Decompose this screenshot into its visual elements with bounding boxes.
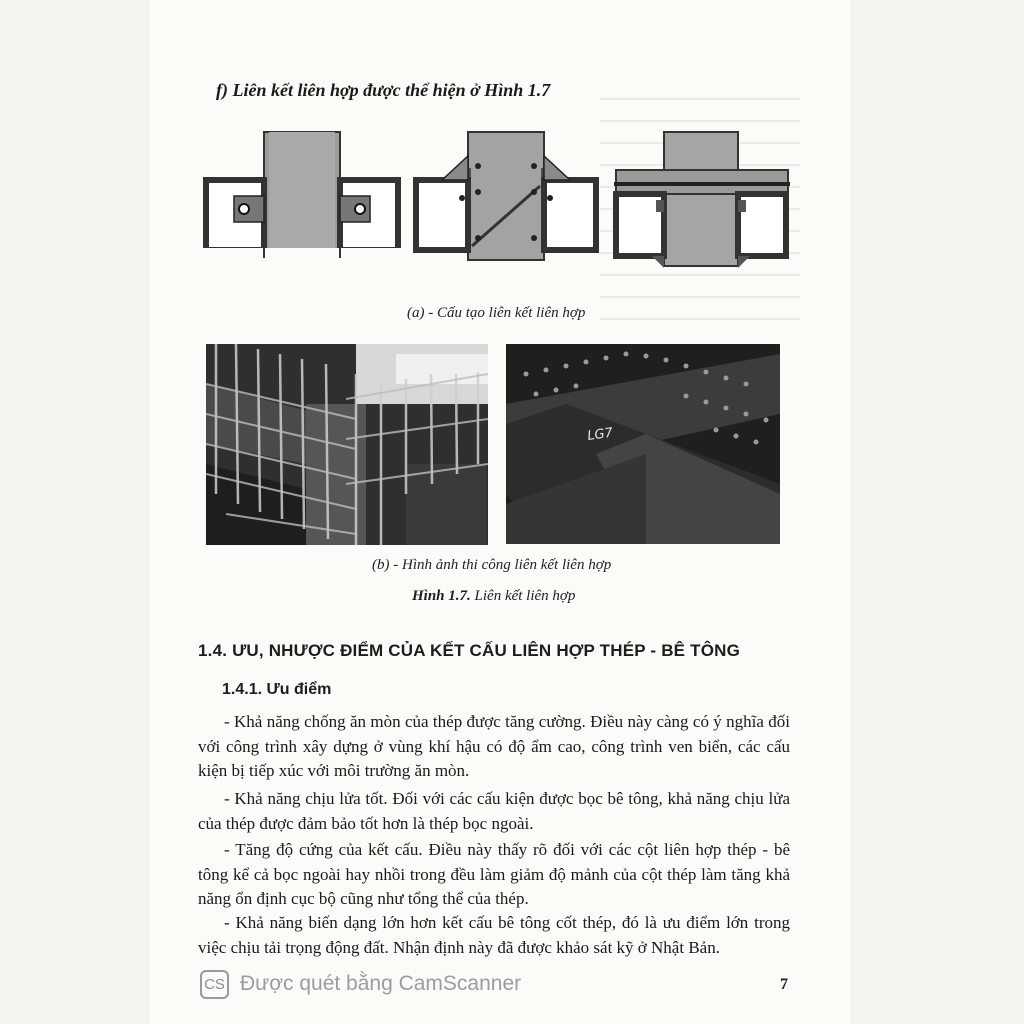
camscanner-watermark: Được quét bằng CamScanner (240, 972, 522, 995)
photo-shear-studs (506, 344, 780, 544)
page-number: 7 (780, 976, 788, 993)
beam-marking: LG7 (586, 425, 614, 444)
paragraph-deformation: - Khả năng biến dạng lớn hơn kết cấu bê tông cốt thép, đó là ưu điểm lớn trong việc chịu tải trọng động đất. Nhận định này đã được khảo sát kỹ ở Nhật Bản. (198, 913, 790, 957)
caption-a: (a) - Cấu tạo liên kết liên hợp (407, 305, 586, 321)
subsection-title: 1.4.1. Ưu điểm (222, 681, 332, 698)
paragraph-corrosion: - Khả năng chống ăn mòn của thép được tăng cường. Điều này càng có ý nghĩa đối với công trình xây dựng ở vùng khí hậu có độ ẩm cao, công trình ven biển, các cấu kiện bị tiếp xúc với môi trường ăn mòn. (198, 712, 790, 780)
paragraph-fire: - Khả năng chịu lửa tốt. Đối với các cấu kiện được bọc bê tông, khả năng chịu lửa của thép được đảm bảo tốt hơn là thép bọc ngoài. (198, 789, 790, 833)
photo-rebar-cage (206, 344, 488, 545)
diagram-braced-connection (412, 128, 602, 263)
figure-title-text: Liên kết liên hợp (474, 588, 576, 604)
figure-number: Hình 1.7. (412, 588, 471, 604)
figure-title (412, 588, 575, 605)
figure-intro-heading: f) Liên kết liên hợp được thể hiện ở Hình 1.7 (216, 80, 551, 100)
paragraph-stiffness: - Tăng độ cứng của kết cấu. Điều này thấy rõ đối với các cột liên hợp thép - bê tông kể cả bọc ngoài hay nhồi trong đều làm giảm độ mảnh của cột thép làm tăng khả năng ổn định cục bộ cũng như tổng thể của thép. (198, 840, 790, 908)
diagram-through-plate-connection (612, 128, 792, 268)
diagram-bolted-connection (202, 128, 402, 258)
caption-b: (b) - Hình ảnh thi công liên kết liên hợp (372, 557, 612, 573)
section-title: 1.4. ƯU, NHƯỢC ĐIỂM CỦA KẾT CẤU LIÊN HỢP THÉP - BÊ TÔNG (198, 641, 741, 660)
camscanner-logo: CS (200, 970, 229, 999)
